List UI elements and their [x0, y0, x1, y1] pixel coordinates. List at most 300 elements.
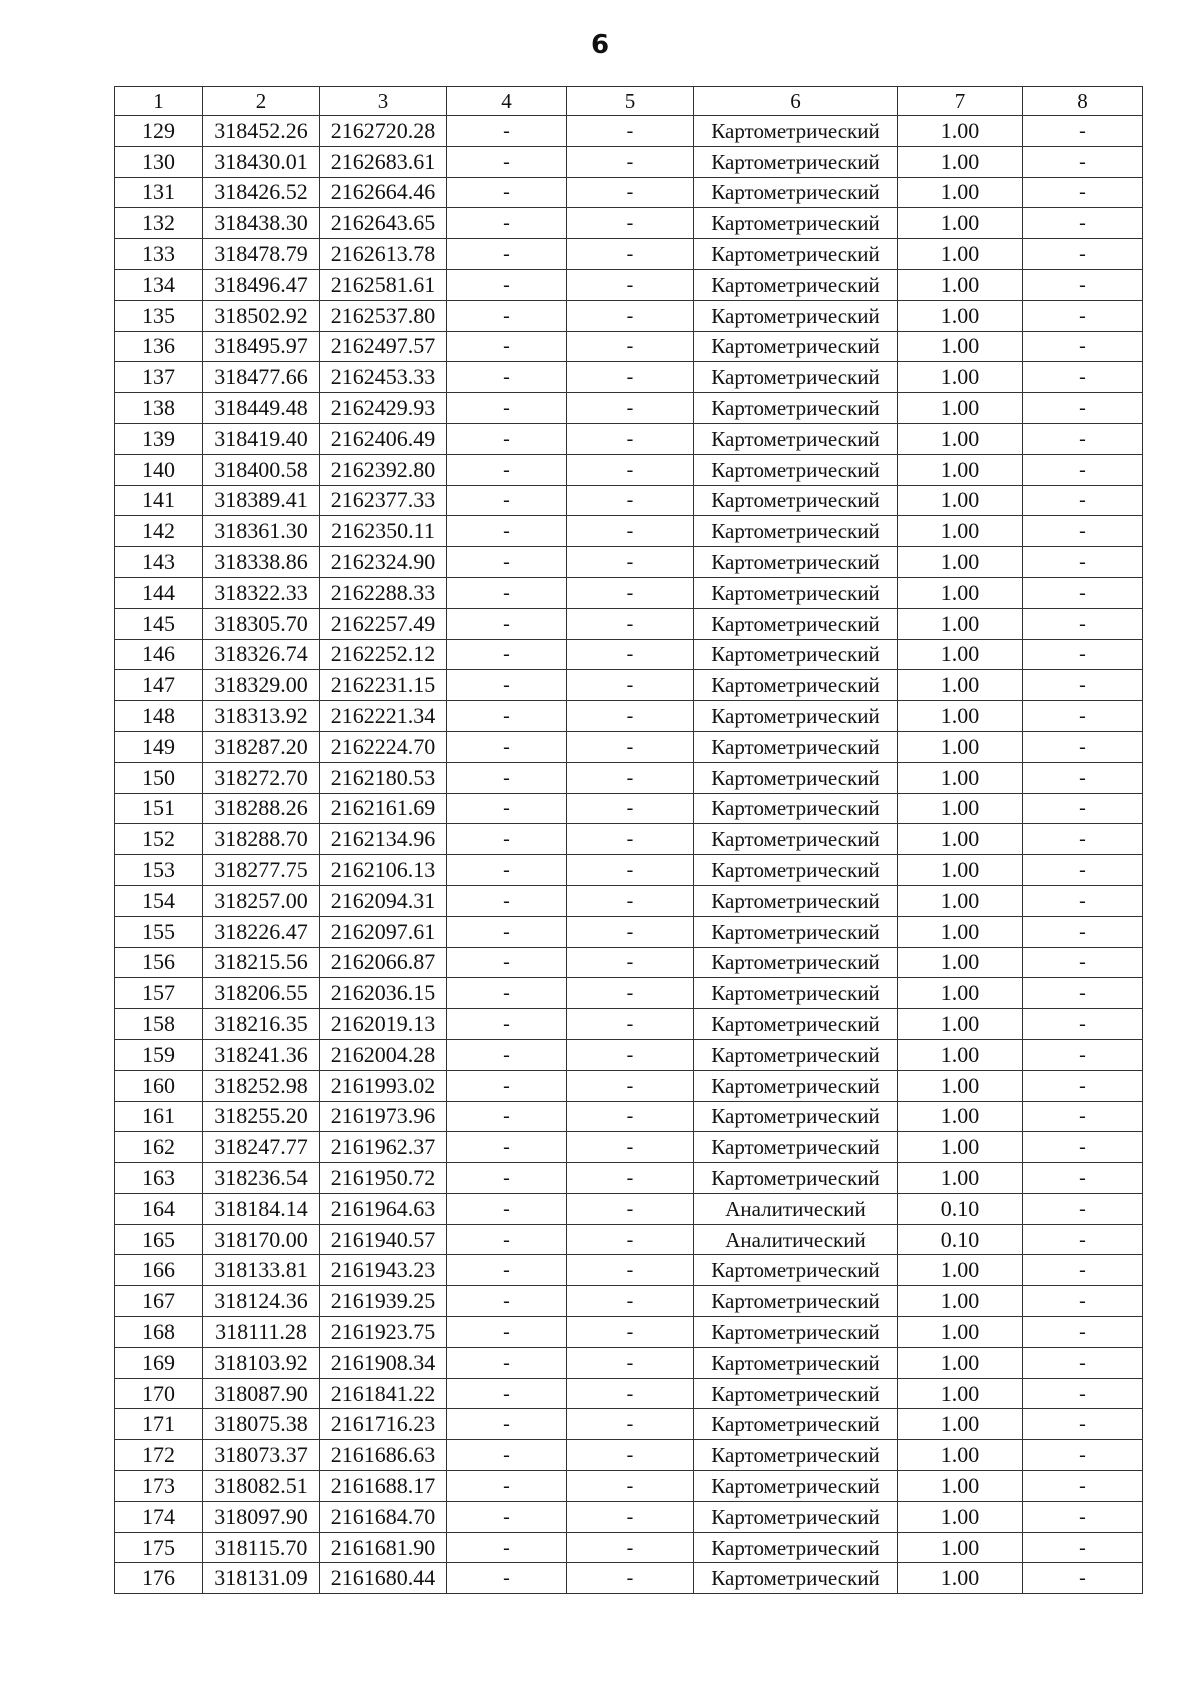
y-coordinate-cell: 2162429.93 — [320, 393, 447, 424]
accuracy-cell: 1.00 — [898, 547, 1023, 578]
accuracy-cell: 1.00 — [898, 916, 1023, 947]
y-coordinate-cell: 2162231.15 — [320, 670, 447, 701]
x-coordinate-cell: 318073.37 — [203, 1440, 320, 1471]
col-8-cell: - — [1023, 639, 1143, 670]
table-row — [115, 1224, 1143, 1255]
table-row — [115, 454, 1143, 485]
col-8-cell: - — [1023, 670, 1143, 701]
accuracy-cell: 1.00 — [898, 423, 1023, 454]
point-number-cell: 153 — [115, 855, 203, 886]
y-coordinate-cell: 2162683.61 — [320, 146, 447, 177]
col-4-cell: - — [447, 1193, 567, 1224]
point-number-cell: 169 — [115, 1347, 203, 1378]
accuracy-cell: 1.00 — [898, 1070, 1023, 1101]
table-row — [115, 300, 1143, 331]
col-8-cell: - — [1023, 1501, 1143, 1532]
y-coordinate-cell: 2162257.49 — [320, 608, 447, 639]
method-cell: Картометрический — [694, 393, 898, 424]
x-coordinate-cell: 318313.92 — [203, 701, 320, 732]
method-cell: Картометрический — [694, 208, 898, 239]
y-coordinate-cell: 2161684.70 — [320, 1501, 447, 1532]
point-number-cell: 165 — [115, 1224, 203, 1255]
col-4-cell: - — [447, 393, 567, 424]
col-8-cell: - — [1023, 1132, 1143, 1163]
col-5-cell: - — [567, 1070, 694, 1101]
method-cell: Картометрический — [694, 639, 898, 670]
method-cell: Картометрический — [694, 1255, 898, 1286]
col-5-cell: - — [567, 269, 694, 300]
x-coordinate-cell: 318087.90 — [203, 1378, 320, 1409]
y-coordinate-cell: 2162406.49 — [320, 423, 447, 454]
table-row — [115, 1009, 1143, 1040]
col-5-cell: - — [567, 547, 694, 578]
col-4-cell: - — [447, 177, 567, 208]
col-5-cell: - — [567, 146, 694, 177]
accuracy-cell: 1.00 — [898, 762, 1023, 793]
col-5-cell: - — [567, 1163, 694, 1194]
col-8-cell: - — [1023, 239, 1143, 270]
table-row — [115, 1255, 1143, 1286]
method-cell: Картометрический — [694, 177, 898, 208]
table-row — [115, 1286, 1143, 1317]
point-number-cell: 142 — [115, 516, 203, 547]
col-5-cell: - — [567, 1563, 694, 1594]
col-4-cell: - — [447, 701, 567, 732]
method-cell: Картометрический — [694, 947, 898, 978]
col-5-cell: - — [567, 393, 694, 424]
accuracy-cell: 1.00 — [898, 1440, 1023, 1471]
col-4-cell: - — [447, 1286, 567, 1317]
method-cell: Картометрический — [694, 1501, 898, 1532]
accuracy-cell: 1.00 — [898, 1286, 1023, 1317]
col-4-cell: - — [447, 1409, 567, 1440]
col-8-cell: - — [1023, 577, 1143, 608]
col-8-cell: - — [1023, 1532, 1143, 1563]
accuracy-cell: 1.00 — [898, 1409, 1023, 1440]
col-4-cell: - — [447, 1009, 567, 1040]
col-4-cell: - — [447, 916, 567, 947]
method-cell: Картометрический — [694, 239, 898, 270]
table-row — [115, 547, 1143, 578]
col-5-cell: - — [567, 1009, 694, 1040]
method-cell: Картометрический — [694, 1409, 898, 1440]
col-8-cell: - — [1023, 362, 1143, 393]
x-coordinate-cell: 318288.26 — [203, 793, 320, 824]
col-8-cell: - — [1023, 947, 1143, 978]
col-8-cell: - — [1023, 1347, 1143, 1378]
point-number-cell: 137 — [115, 362, 203, 393]
accuracy-cell: 1.00 — [898, 269, 1023, 300]
col-8-cell: - — [1023, 1286, 1143, 1317]
col-4-cell: - — [447, 978, 567, 1009]
col-4-cell: - — [447, 1163, 567, 1194]
y-coordinate-cell: 2162613.78 — [320, 239, 447, 270]
table-row — [115, 1440, 1143, 1471]
col-5-cell: - — [567, 362, 694, 393]
x-coordinate-cell: 318133.81 — [203, 1255, 320, 1286]
accuracy-cell: 1.00 — [898, 1317, 1023, 1348]
point-number-cell: 138 — [115, 393, 203, 424]
y-coordinate-cell: 2162252.12 — [320, 639, 447, 670]
col-4-cell: - — [447, 116, 567, 147]
col-8-cell: - — [1023, 855, 1143, 886]
table-row — [115, 1163, 1143, 1194]
table-row — [115, 670, 1143, 701]
x-coordinate-cell: 318288.70 — [203, 824, 320, 855]
col-4-cell: - — [447, 731, 567, 762]
method-cell: Картометрический — [694, 916, 898, 947]
accuracy-cell: 1.00 — [898, 1471, 1023, 1502]
accuracy-cell: 0.10 — [898, 1193, 1023, 1224]
method-cell: Картометрический — [694, 731, 898, 762]
col-5-cell: - — [567, 239, 694, 270]
col-8-cell: - — [1023, 423, 1143, 454]
point-number-cell: 130 — [115, 146, 203, 177]
point-number-cell: 129 — [115, 116, 203, 147]
column-header-1: 1 — [115, 87, 203, 116]
y-coordinate-cell: 2162350.11 — [320, 516, 447, 547]
method-cell: Аналитический — [694, 1224, 898, 1255]
method-cell: Картометрический — [694, 1009, 898, 1040]
y-coordinate-cell: 2162036.15 — [320, 978, 447, 1009]
col-5-cell: - — [567, 1039, 694, 1070]
method-cell: Картометрический — [694, 762, 898, 793]
point-number-cell: 168 — [115, 1317, 203, 1348]
table-row — [115, 608, 1143, 639]
point-number-cell: 150 — [115, 762, 203, 793]
table-row — [115, 1132, 1143, 1163]
accuracy-cell: 1.00 — [898, 824, 1023, 855]
x-coordinate-cell: 318124.36 — [203, 1286, 320, 1317]
col-5-cell: - — [567, 855, 694, 886]
page-number: 6 — [590, 30, 610, 60]
col-4-cell: - — [447, 1101, 567, 1132]
table-row — [115, 362, 1143, 393]
accuracy-cell: 1.00 — [898, 1132, 1023, 1163]
col-5-cell: - — [567, 1193, 694, 1224]
method-cell: Картометрический — [694, 300, 898, 331]
table-row — [115, 516, 1143, 547]
col-5-cell: - — [567, 670, 694, 701]
col-4-cell: - — [447, 1532, 567, 1563]
col-5-cell: - — [567, 300, 694, 331]
column-header-5: 5 — [567, 87, 694, 116]
table-row — [115, 1070, 1143, 1101]
method-cell: Картометрический — [694, 1317, 898, 1348]
x-coordinate-cell: 318430.01 — [203, 146, 320, 177]
col-8-cell: - — [1023, 300, 1143, 331]
table-row — [115, 639, 1143, 670]
point-number-cell: 164 — [115, 1193, 203, 1224]
col-4-cell: - — [447, 1563, 567, 1594]
accuracy-cell: 1.00 — [898, 1347, 1023, 1378]
col-4-cell: - — [447, 1132, 567, 1163]
x-coordinate-cell: 318400.58 — [203, 454, 320, 485]
method-cell: Картометрический — [694, 1563, 898, 1594]
accuracy-cell: 1.00 — [898, 701, 1023, 732]
table-header-row — [115, 87, 1143, 116]
method-cell: Картометрический — [694, 978, 898, 1009]
point-number-cell: 141 — [115, 485, 203, 516]
col-5-cell: - — [567, 885, 694, 916]
table-row — [115, 731, 1143, 762]
point-number-cell: 148 — [115, 701, 203, 732]
method-cell: Картометрический — [694, 824, 898, 855]
point-number-cell: 161 — [115, 1101, 203, 1132]
y-coordinate-cell: 2161950.72 — [320, 1163, 447, 1194]
x-coordinate-cell: 318502.92 — [203, 300, 320, 331]
y-coordinate-cell: 2162643.65 — [320, 208, 447, 239]
method-cell: Картометрический — [694, 577, 898, 608]
table-row — [115, 116, 1143, 147]
point-number-cell: 134 — [115, 269, 203, 300]
col-8-cell: - — [1023, 1471, 1143, 1502]
col-4-cell: - — [447, 639, 567, 670]
accuracy-cell: 1.00 — [898, 885, 1023, 916]
point-number-cell: 175 — [115, 1532, 203, 1563]
table-row — [115, 239, 1143, 270]
col-4-cell: - — [447, 947, 567, 978]
col-8-cell: - — [1023, 1193, 1143, 1224]
col-4-cell: - — [447, 454, 567, 485]
col-5-cell: - — [567, 1101, 694, 1132]
table-row — [115, 1347, 1143, 1378]
col-4-cell: - — [447, 855, 567, 886]
x-coordinate-cell: 318389.41 — [203, 485, 320, 516]
point-number-cell: 167 — [115, 1286, 203, 1317]
col-8-cell: - — [1023, 1070, 1143, 1101]
col-4-cell: - — [447, 762, 567, 793]
col-5-cell: - — [567, 824, 694, 855]
accuracy-cell: 1.00 — [898, 1255, 1023, 1286]
col-5-cell: - — [567, 701, 694, 732]
accuracy-cell: 1.00 — [898, 1039, 1023, 1070]
accuracy-cell: 1.00 — [898, 731, 1023, 762]
point-number-cell: 173 — [115, 1471, 203, 1502]
col-8-cell: - — [1023, 116, 1143, 147]
col-5-cell: - — [567, 208, 694, 239]
point-number-cell: 151 — [115, 793, 203, 824]
col-8-cell: - — [1023, 608, 1143, 639]
method-cell: Картометрический — [694, 1163, 898, 1194]
method-cell: Картометрический — [694, 1286, 898, 1317]
point-number-cell: 146 — [115, 639, 203, 670]
y-coordinate-cell: 2161923.75 — [320, 1317, 447, 1348]
table-row — [115, 1101, 1143, 1132]
x-coordinate-cell: 318419.40 — [203, 423, 320, 454]
y-coordinate-cell: 2161943.23 — [320, 1255, 447, 1286]
accuracy-cell: 1.00 — [898, 978, 1023, 1009]
accuracy-cell: 1.00 — [898, 855, 1023, 886]
y-coordinate-cell: 2161681.90 — [320, 1532, 447, 1563]
x-coordinate-cell: 318322.33 — [203, 577, 320, 608]
col-8-cell: - — [1023, 1317, 1143, 1348]
col-4-cell: - — [447, 1317, 567, 1348]
column-header-3: 3 — [320, 87, 447, 116]
x-coordinate-cell: 318115.70 — [203, 1532, 320, 1563]
y-coordinate-cell: 2161716.23 — [320, 1409, 447, 1440]
method-cell: Картометрический — [694, 454, 898, 485]
table-row — [115, 793, 1143, 824]
y-coordinate-cell: 2162537.80 — [320, 300, 447, 331]
method-cell: Картометрический — [694, 1039, 898, 1070]
col-4-cell: - — [447, 793, 567, 824]
point-number-cell: 160 — [115, 1070, 203, 1101]
col-8-cell: - — [1023, 885, 1143, 916]
col-5-cell: - — [567, 1317, 694, 1348]
col-5-cell: - — [567, 1286, 694, 1317]
col-8-cell: - — [1023, 1255, 1143, 1286]
column-header-2: 2 — [203, 87, 320, 116]
point-number-cell: 139 — [115, 423, 203, 454]
point-number-cell: 133 — [115, 239, 203, 270]
column-header-4: 4 — [447, 87, 567, 116]
x-coordinate-cell: 318131.09 — [203, 1563, 320, 1594]
x-coordinate-cell: 318452.26 — [203, 116, 320, 147]
col-4-cell: - — [447, 1224, 567, 1255]
col-8-cell: - — [1023, 793, 1143, 824]
x-coordinate-cell: 318277.75 — [203, 855, 320, 886]
accuracy-cell: 1.00 — [898, 670, 1023, 701]
point-number-cell: 154 — [115, 885, 203, 916]
point-number-cell: 147 — [115, 670, 203, 701]
x-coordinate-cell: 318305.70 — [203, 608, 320, 639]
col-8-cell: - — [1023, 1563, 1143, 1594]
x-coordinate-cell: 318236.54 — [203, 1163, 320, 1194]
table-row — [115, 885, 1143, 916]
x-coordinate-cell: 318449.48 — [203, 393, 320, 424]
point-number-cell: 135 — [115, 300, 203, 331]
table-row — [115, 762, 1143, 793]
x-coordinate-cell: 318075.38 — [203, 1409, 320, 1440]
accuracy-cell: 1.00 — [898, 1501, 1023, 1532]
col-5-cell: - — [567, 1471, 694, 1502]
x-coordinate-cell: 318252.98 — [203, 1070, 320, 1101]
point-number-cell: 170 — [115, 1378, 203, 1409]
col-8-cell: - — [1023, 701, 1143, 732]
col-5-cell: - — [567, 1501, 694, 1532]
col-5-cell: - — [567, 331, 694, 362]
method-cell: Картометрический — [694, 1070, 898, 1101]
col-8-cell: - — [1023, 916, 1143, 947]
y-coordinate-cell: 2162019.13 — [320, 1009, 447, 1040]
col-5-cell: - — [567, 1378, 694, 1409]
method-cell: Картометрический — [694, 1532, 898, 1563]
method-cell: Картометрический — [694, 855, 898, 886]
table-row — [115, 1039, 1143, 1070]
x-coordinate-cell: 318082.51 — [203, 1471, 320, 1502]
point-number-cell: 157 — [115, 978, 203, 1009]
x-coordinate-cell: 318326.74 — [203, 639, 320, 670]
table-row — [115, 269, 1143, 300]
col-5-cell: - — [567, 916, 694, 947]
table-row — [115, 208, 1143, 239]
x-coordinate-cell: 318241.36 — [203, 1039, 320, 1070]
y-coordinate-cell: 2162106.13 — [320, 855, 447, 886]
y-coordinate-cell: 2162097.61 — [320, 916, 447, 947]
col-4-cell: - — [447, 146, 567, 177]
table-row — [115, 1501, 1143, 1532]
col-5-cell: - — [567, 1532, 694, 1563]
x-coordinate-cell: 318338.86 — [203, 547, 320, 578]
table-row — [115, 916, 1143, 947]
point-number-cell: 158 — [115, 1009, 203, 1040]
point-number-cell: 145 — [115, 608, 203, 639]
x-coordinate-cell: 318247.77 — [203, 1132, 320, 1163]
accuracy-cell: 1.00 — [898, 393, 1023, 424]
method-cell: Картометрический — [694, 1347, 898, 1378]
col-4-cell: - — [447, 547, 567, 578]
col-5-cell: - — [567, 454, 694, 485]
method-cell: Картометрический — [694, 116, 898, 147]
col-5-cell: - — [567, 947, 694, 978]
col-8-cell: - — [1023, 731, 1143, 762]
col-5-cell: - — [567, 793, 694, 824]
col-8-cell: - — [1023, 547, 1143, 578]
method-cell: Картометрический — [694, 269, 898, 300]
table-row — [115, 485, 1143, 516]
x-coordinate-cell: 318216.35 — [203, 1009, 320, 1040]
accuracy-cell: 1.00 — [898, 208, 1023, 239]
method-cell: Картометрический — [694, 701, 898, 732]
col-8-cell: - — [1023, 454, 1143, 485]
col-5-cell: - — [567, 516, 694, 547]
col-4-cell: - — [447, 269, 567, 300]
accuracy-cell: 1.00 — [898, 1163, 1023, 1194]
accuracy-cell: 1.00 — [898, 239, 1023, 270]
point-number-cell: 166 — [115, 1255, 203, 1286]
col-4-cell: - — [447, 423, 567, 454]
coordinates-table — [114, 86, 1143, 1594]
accuracy-cell: 1.00 — [898, 1378, 1023, 1409]
method-cell: Картометрический — [694, 1471, 898, 1502]
x-coordinate-cell: 318226.47 — [203, 916, 320, 947]
method-cell: Картометрический — [694, 1378, 898, 1409]
y-coordinate-cell: 2162497.57 — [320, 331, 447, 362]
col-4-cell: - — [447, 485, 567, 516]
table-row — [115, 331, 1143, 362]
col-4-cell: - — [447, 1471, 567, 1502]
col-5-cell: - — [567, 608, 694, 639]
y-coordinate-cell: 2161686.63 — [320, 1440, 447, 1471]
col-8-cell: - — [1023, 762, 1143, 793]
point-number-cell: 162 — [115, 1132, 203, 1163]
x-coordinate-cell: 318287.20 — [203, 731, 320, 762]
col-5-cell: - — [567, 485, 694, 516]
col-5-cell: - — [567, 177, 694, 208]
table-row — [115, 824, 1143, 855]
table-row — [115, 978, 1143, 1009]
point-number-cell: 155 — [115, 916, 203, 947]
col-4-cell: - — [447, 1378, 567, 1409]
method-cell: Картометрический — [694, 885, 898, 916]
y-coordinate-cell: 2161841.22 — [320, 1378, 447, 1409]
col-5-cell: - — [567, 1224, 694, 1255]
y-coordinate-cell: 2162581.61 — [320, 269, 447, 300]
accuracy-cell: 1.00 — [898, 608, 1023, 639]
col-4-cell: - — [447, 608, 567, 639]
x-coordinate-cell: 318097.90 — [203, 1501, 320, 1532]
point-number-cell: 163 — [115, 1163, 203, 1194]
x-coordinate-cell: 318361.30 — [203, 516, 320, 547]
table-row — [115, 855, 1143, 886]
col-8-cell: - — [1023, 393, 1143, 424]
table-row — [115, 423, 1143, 454]
accuracy-cell: 1.00 — [898, 177, 1023, 208]
col-5-cell: - — [567, 1440, 694, 1471]
x-coordinate-cell: 318206.55 — [203, 978, 320, 1009]
point-number-cell: 159 — [115, 1039, 203, 1070]
